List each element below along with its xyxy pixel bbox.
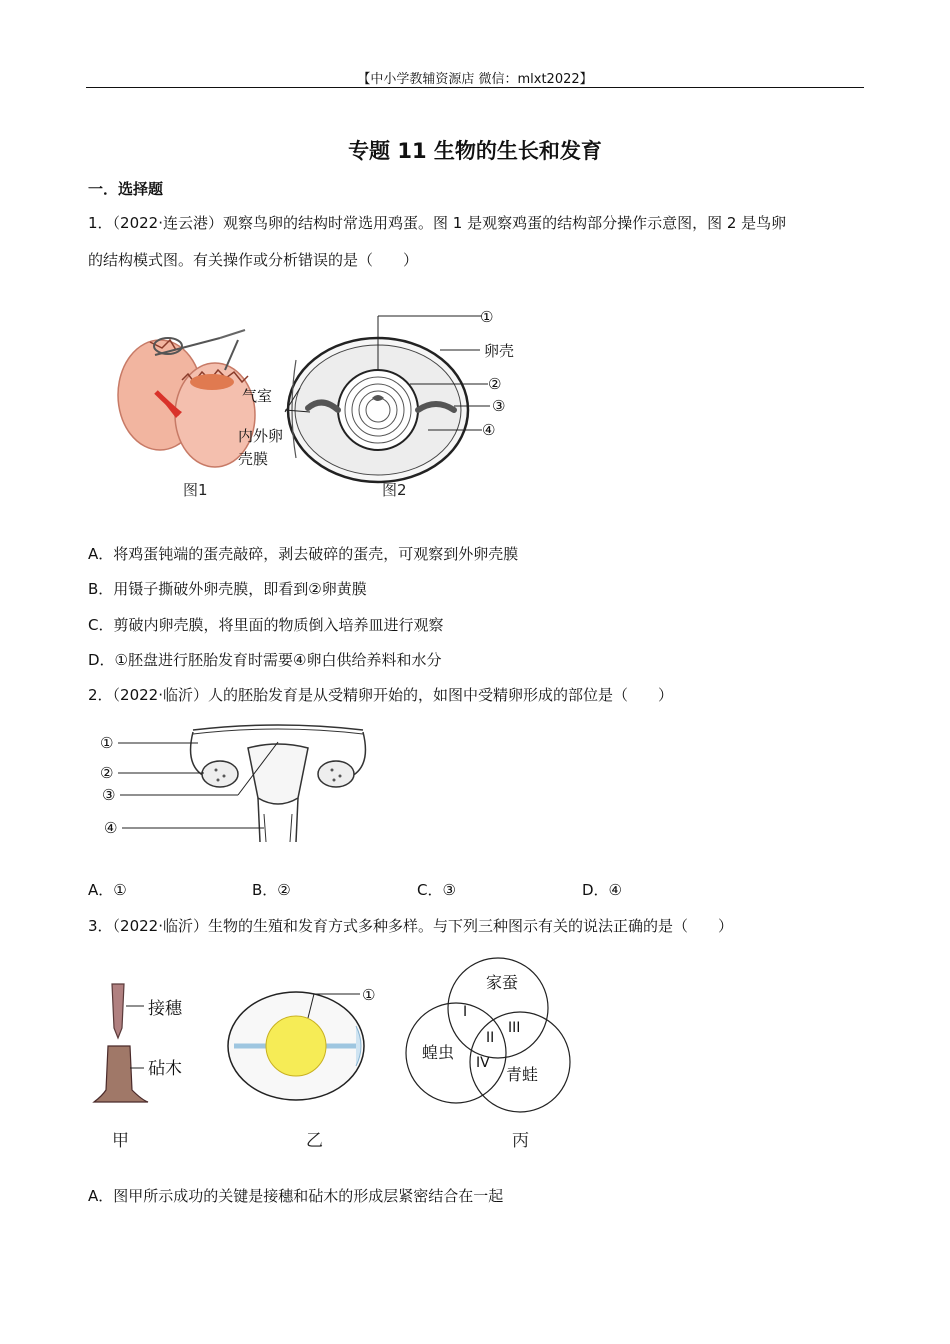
- q1-egg-figure: [110, 300, 530, 505]
- venn-region-4: IV: [476, 1055, 490, 1071]
- venn-region-1: I: [463, 1004, 468, 1020]
- header-rule: [86, 87, 864, 88]
- egg-label-membrane-2: 壳膜: [238, 450, 269, 468]
- egg-structure-diagram: [285, 316, 490, 482]
- q1-option-a[interactable]: A．将鸡蛋钝端的蛋壳敲碎，剥去破碎的蛋壳，可观察到外卵壳膜: [88, 545, 519, 563]
- uterus-label-1: ①: [100, 734, 114, 752]
- egg-label-shell: 卵壳: [484, 342, 515, 360]
- egg-label-4: ④: [482, 421, 496, 439]
- page-title: 专题 11 生物的生长和发育: [348, 139, 602, 163]
- fig-yi-caption: 乙: [306, 1131, 323, 1151]
- uterus-label-2: ②: [100, 764, 114, 782]
- q1-option-c[interactable]: C．剪破内卵壳膜，将里面的物质倒入培养皿进行观察: [88, 616, 444, 634]
- grafting-illustration: [94, 984, 148, 1102]
- venn-region-3: III: [508, 1020, 521, 1036]
- venn-region-2: II: [486, 1030, 495, 1046]
- female-reproductive-diagram: [118, 725, 365, 842]
- q2-uterus-figure: [98, 718, 368, 844]
- egg-label-1: ①: [480, 308, 494, 326]
- venn-locust-label: 蝗虫: [422, 1043, 455, 1062]
- bird-egg-illustration: [228, 992, 364, 1100]
- q3-option-a[interactable]: A．图甲所示成功的关键是接穗和砧木的形成层紧密结合在一起: [88, 1187, 504, 1205]
- egg-cracking-illustration: [118, 330, 255, 467]
- q3-figure: [88, 950, 588, 1160]
- uterus-label-4: ④: [104, 819, 118, 837]
- graft-scion-label: 接穗: [148, 999, 182, 1019]
- q3-stem: 3．（2022·临沂）生物的生殖和发育方式多种多样。与下列三种图示有关的说法正确的是（ ）: [88, 917, 733, 935]
- egg-label-3: ③: [492, 397, 506, 415]
- q2-option-c[interactable]: C．③: [417, 881, 456, 899]
- section-heading: 一．选择题: [88, 180, 164, 198]
- fig2-caption: 图2: [382, 481, 407, 499]
- q2-option-d[interactable]: D．④: [582, 881, 622, 899]
- egg-label-membrane-1: 内外卵: [238, 427, 284, 445]
- q1-stem-line2: 的结构模式图。有关操作或分析错误的是（ ）: [88, 251, 419, 269]
- q2-option-b[interactable]: B．②: [252, 881, 291, 899]
- fig-jia-caption: 甲: [112, 1131, 129, 1151]
- q1-option-d[interactable]: D．①胚盘进行胚胎发育时需要④卵白供给养料和水分: [88, 651, 442, 669]
- egg-label-2: ②: [488, 375, 502, 393]
- venn-frog-label: 青蛙: [506, 1065, 539, 1084]
- egg-label-air: 气室: [242, 387, 273, 405]
- venn-silkworm-label: 家蚕: [486, 973, 519, 992]
- q1-stem-line1: 1．（2022·连云港）观察鸟卵的结构时常选用鸡蛋。图 1 是观察鸡蛋的结构部分操作示意图，图 2 是鸟卵: [88, 214, 787, 232]
- graft-stock-label: 砧木: [148, 1059, 182, 1079]
- page-header: 【中小学教辅资源店 微信：mlxt2022】: [357, 72, 593, 87]
- fig1-caption: 图1: [183, 481, 208, 499]
- uterus-label-3: ③: [102, 786, 116, 804]
- q2-option-a[interactable]: A．①: [88, 881, 127, 899]
- egg-label-1: ①: [362, 986, 376, 1004]
- q2-stem: 2．（2022·临沂）人的胚胎发育是从受精卵开始的，如图中受精卵形成的部位是（ ）: [88, 686, 673, 704]
- fig-bing-caption: 丙: [512, 1131, 529, 1151]
- q1-option-b[interactable]: B．用镊子撕破外卵壳膜，即看到②卵黄膜: [88, 580, 367, 598]
